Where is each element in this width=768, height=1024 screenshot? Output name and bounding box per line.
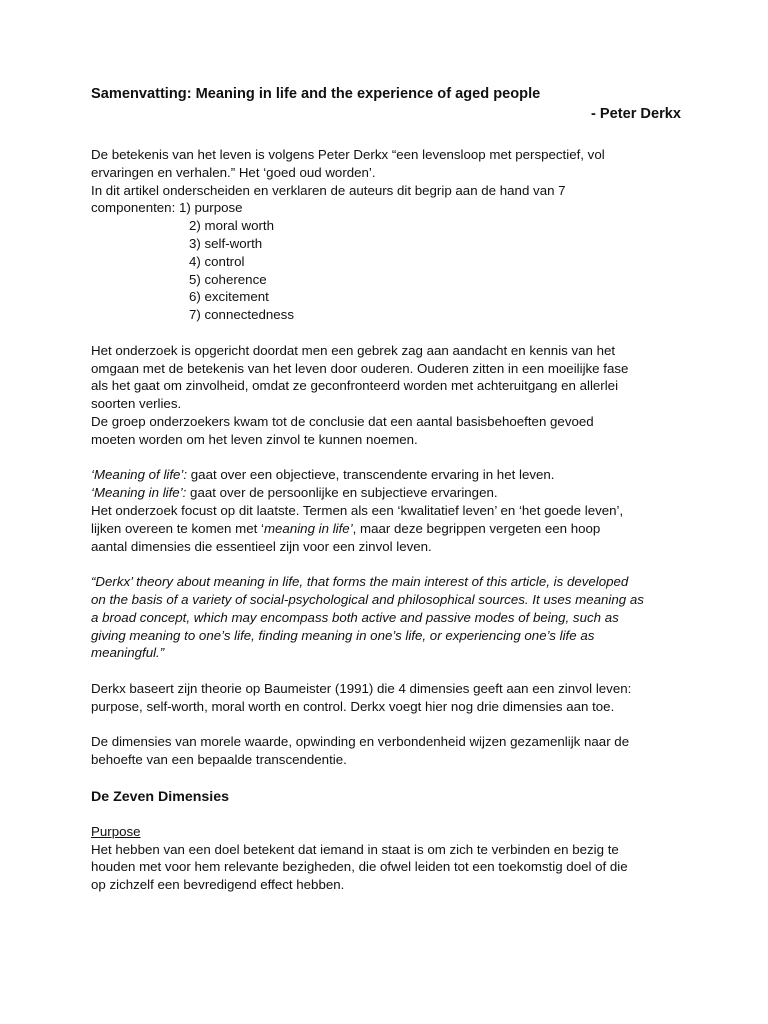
definition-text: gaat over de persoonlijke en subjectieve ervaringen. xyxy=(186,485,498,501)
definition-term: ‘Meaning in life’: xyxy=(91,485,187,501)
component-list-item: 7) connectedness xyxy=(189,307,294,323)
document-page xyxy=(91,84,681,894)
text-line: Het onderzoek is opgericht doordat men een gebrek zag aan aandacht en kennis van het xyxy=(91,342,616,358)
definition-line xyxy=(91,484,681,502)
text-line: houden met voor hem relevante bezigheden, die ofwel leiden tot een toekomstig doel of die xyxy=(91,859,628,875)
purpose-paragraph xyxy=(91,841,681,894)
text-line xyxy=(91,520,681,538)
definition-term: ‘Meaning of life’: xyxy=(91,467,188,483)
text-line: op zichzelf een bevredigend effect hebben. xyxy=(91,877,345,893)
component-list-item: 3) self-worth xyxy=(189,235,263,251)
text-line: In dit artikel onderscheiden en verklaren de auteurs dit begrip aan de hand van 7 xyxy=(91,182,566,198)
emphasis-fragment: meaning in life’ xyxy=(263,520,353,536)
baumeister-paragraph xyxy=(91,680,681,716)
transcendence-paragraph xyxy=(91,733,681,769)
text-line: omgaan met de betekenis van het leven door ouderen. Ouderen zitten in een moeilijke fase xyxy=(91,360,629,376)
text-line: De dimensies van morele waarde, opwinding en verbondenheid wijzen gezamenlijk naar de xyxy=(91,734,630,750)
component-list-item: 5) coherence xyxy=(189,271,267,287)
definition-text: gaat over een objectieve, transcendente ervaring in het leven. xyxy=(187,467,555,483)
text-line: Het onderzoek focust op dit laatste. Termen als een ‘kwalitatief leven’ en ‘het goede leven’, xyxy=(91,502,624,518)
text-line: als het gaat om zinvolheid, omdat ze geconfronteerd worden met achteruitgang en allerlei xyxy=(91,378,619,394)
quote-line: a broad concept, which may encompass both active and passive modes of being, such as xyxy=(91,609,619,625)
text-line: De betekenis van het leven is volgens Peter Derkx “een levensloop met perspectief, vol xyxy=(91,147,605,162)
text-line: Het hebben van een doel betekent dat iemand in staat is om zich te verbinden en bezig te xyxy=(91,841,619,857)
component-list-lead: componenten: 1) purpose xyxy=(91,200,243,216)
quote-line: giving meaning to one’s life, finding meaning in one’s life, or experiencing one’s life as xyxy=(91,627,595,643)
text-line: behoefte van een bepaalde transcendentie. xyxy=(91,752,347,768)
text-line: soorten verlies. xyxy=(91,396,182,412)
component-list-item: 6) excitement xyxy=(189,289,269,305)
text-line: aantal dimensies die essentieel zijn voor een zinvol leven. xyxy=(91,538,432,554)
section-heading: De Zeven Dimensies xyxy=(91,788,229,805)
quote-line: on the basis of a variety of social-psychological and philosophical sources. It uses meaning as xyxy=(91,591,644,607)
text-fragment: lijken overeen te komen met ‘ xyxy=(91,520,264,536)
definition-line xyxy=(91,466,681,484)
text-line: ervaringen en verhalen.” Het ‘goed oud worden’. xyxy=(91,164,376,180)
text-fragment: , maar deze begrippen vergeten een hoop xyxy=(352,520,601,536)
quote-line: meaningful.” xyxy=(91,645,165,661)
text-line: De groep onderzoekers kwam tot de conclusie dat een aantal basisbehoeften gevoed xyxy=(91,413,594,429)
component-list-item: 4) control xyxy=(189,253,245,269)
subsection-heading: Purpose xyxy=(91,823,141,839)
quote-paragraph xyxy=(91,573,681,662)
text-line: Derkx baseert zijn theorie op Baumeister (1991) die 4 dimensies geeft aan een zinvol leven: xyxy=(91,680,632,696)
document-author: - Peter Derkx xyxy=(590,106,681,122)
document-title: Samenvatting: Meaning in life and the experience of aged people xyxy=(91,86,541,102)
intro-paragraph xyxy=(91,146,681,324)
text-line: moeten worden om het leven zinvol te kunnen noemen. xyxy=(91,431,418,447)
research-paragraph xyxy=(91,342,681,449)
component-list-item: 2) moral worth xyxy=(189,218,274,234)
definitions-paragraph xyxy=(91,466,681,555)
text-line: purpose, self-worth, moral worth en control. Derkx voegt hier nog drie dimensies aan toe. xyxy=(91,698,615,714)
quote-line: “Derkx’ theory about meaning in life, that forms the main interest of this article, is developed xyxy=(91,574,629,590)
